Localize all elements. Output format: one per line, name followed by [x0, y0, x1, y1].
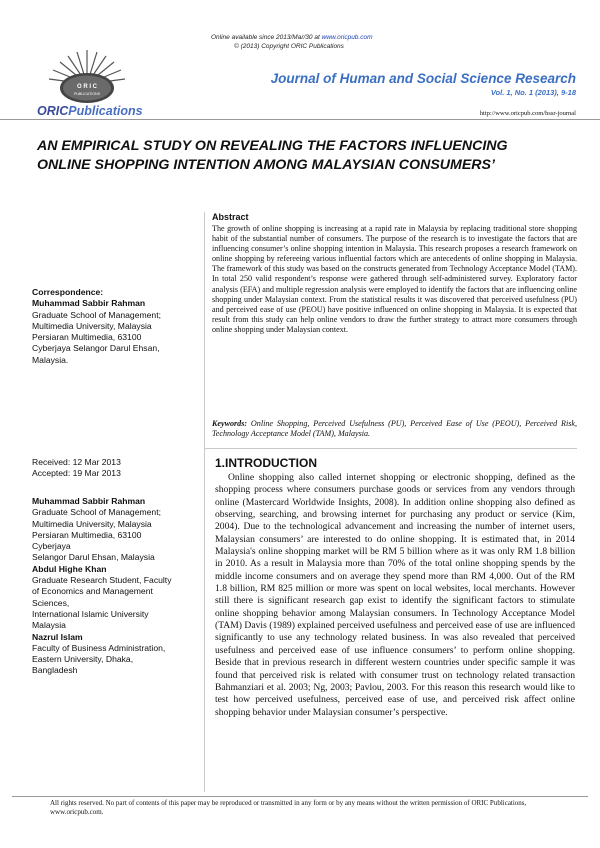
brand-name: ORICPublications [37, 104, 143, 118]
copyright-line: © (2013) Copyright ORIC Publications [234, 43, 344, 50]
introduction-text: Online shopping also called internet shopping or electronic shopping, defined as the shopping process where consumers purchase goods or services from any vendors through online (Mastercard Worldwide Insights, 2008). In addition online shopping also defined as observing, searching, and browsing internet for purchasing any product or service (Kim, 2004). Due to the technological advancement and increasing the number of internet users, Malaysian consumers’ are interested to do online shopping. It is estimated that, in 2014 Malaysia's online shopping market will be RM 5 billion where as it was only RM 1.8 billion in 2010. As a result in Malaysia more than 70% of the total online shopping spends by the middle income consumers and on average they spend more than RM 4,000. Out of the RM 1.8 billion, RM 825 million or more was spent on local websites, local merchants. However still there is significant research gap exist to identify the significant factors to stimulate online shopping behavior among Malaysian consumers. In Technology Acceptance Model (TAM) Davis (1989) explained perceived usefulness and perceived ease of use are influenced significantly to use any technology related business. In was also revealed that perceived usefulness and perceived ease of use influence consumers’ to perform online shopping. Beside that in previous research in different western countries under specific sample it was found that perceived risk is related with consumer trust on technology related transaction Bahmanziari et al. 2003; Ng, 2003; Pavlou, 2003. For this reason this research would like to test how perceived usefulness, perceived ease of use, and perceived risk affect online shopping behavior under Malaysian consumer’s perspective. [215, 472, 575, 718]
dates-block [32, 457, 202, 480]
paper-title: AN EMPIRICAL STUDY ON REVEALING THE FACTORS INFLUENCING ONLINE SHOPPING INTENTION AMONG MALAYSIAN CONSUMERS’ [37, 138, 508, 173]
journal-url[interactable]: http://www.oricpub.com/hssr-journal [479, 110, 576, 117]
correspondence-name: Muhammad Sabbir Rahman [32, 298, 146, 309]
abstract-text: The growth of online shopping is increasing at a rapid rate in Malaysia by replacing traditional store shopping habit of the substantial number of consumers. The purpose of the research is to investigate the factors that are influencing consumer’s online shopping intention in Malaysia. This research proposes a research framework on online shopping by refereeing various influential factors which are antecedents of online shopping in Malaysia. The framework of this study was based on the constructs generated from Technology Acceptance Model (TAM). In total 250 valid respondent’s response were gathered through self-administered survey. Exploratory factor analysis (EFA) and multiple regression analysis were employed to identify the factors that are influencing online shopping under Malaysian context. From the statistical results it was discovered that perceived usefulness (PU) and perceived ease of use (PEOU) have positive influenced on online shopping in Malaysia. It is expected that result from this study can help online vendors to draw the further strategy to attract more consumers through online shopping under Malaysian context. [212, 224, 577, 334]
journal-title: Journal of Human and Social Science Research [270, 71, 576, 86]
author-name: Muhammad Sabbir Rahman [32, 496, 146, 506]
online-availability-line: Online available since 2013/Mar/30 at www.oricpub.com [211, 34, 373, 41]
author-name: Abdul Highe Khan [32, 563, 107, 574]
introduction-heading: 1.INTRODUCTION [215, 456, 317, 470]
keywords [212, 419, 577, 439]
keywords-text: Online Shopping, Perceived Usefulness (PU), Perceived Ease of Use (PEOU), Perceived Risk, Technology Acceptance Model (TAM), Malaysia. [212, 419, 577, 439]
keywords-label: Keywords: [212, 419, 248, 428]
oric-logo [42, 44, 132, 106]
author-name: Nazrul Islam [32, 631, 83, 642]
header-divider [0, 119, 600, 120]
abstract-heading: Abstract [212, 212, 249, 222]
oric-emblem-icon [42, 44, 132, 106]
publisher-url[interactable]: www.oricpub.com [321, 34, 373, 41]
correspondence-label: Correspondence: [32, 287, 104, 297]
accepted-date: Accepted: 19 Mar 2013 [32, 468, 121, 479]
svg-text:O R I C: O R I C [76, 84, 98, 90]
authors-block: Muhammad Sabbir Rahman Graduate School of Management; Multimedia University, Malaysia Persiaran Multimedia, 63100 Cyberjaya Selangor Darul Ehsan, Malaysia Abdul Highe Khan Graduate Research Student, Faculty of Economics and Management Sciences, International Islamic University Malaysia Nazrul Islam Faculty of Business Administration, Eastern University, Dhaka, Bangladesh [32, 496, 202, 677]
svg-text:PUBLICATIONS: PUBLICATIONS [73, 92, 101, 96]
journal-volume: Vol. 1, No. 1 (2013), 9-18 [490, 88, 576, 97]
column-divider [204, 212, 205, 792]
section-divider [204, 448, 577, 449]
received-date: Received: 12 Mar 2013 [32, 457, 121, 467]
footer-rights: All rights reserved. No part of contents of this paper may be reproduced or transmitted in any form or by any means without the written permission of ORIC Publications, www.oricpub.com. [50, 799, 527, 816]
correspondence-block: Correspondence: Muhammad Sabbir Rahman Graduate School of Management; Multimedia University, Malaysia Persiaran Multimedia, 63100 Cyberjaya Selangor Darul Ehsan, Malaysia. [32, 287, 202, 366]
